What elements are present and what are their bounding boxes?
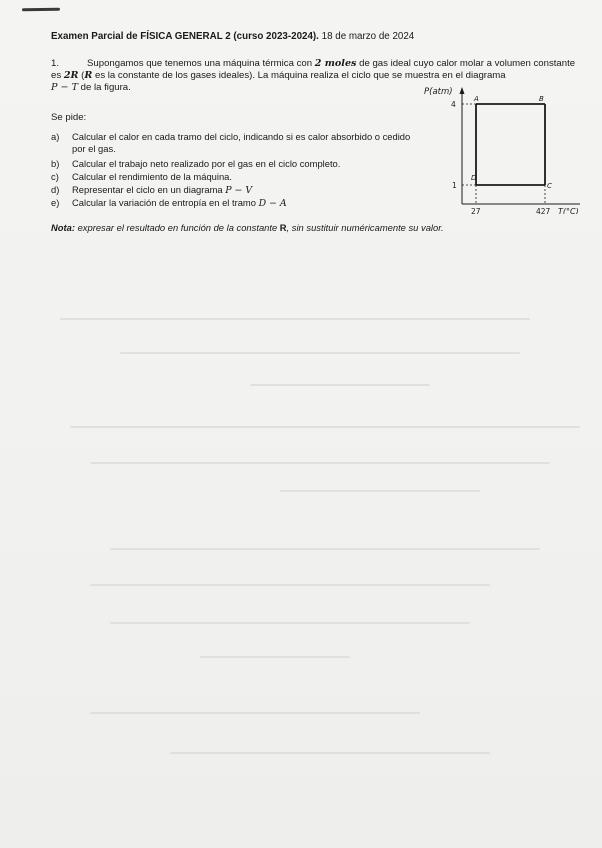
nota-line <box>51 222 444 234</box>
t-low-label: 27 <box>471 207 481 214</box>
item-label: c) <box>51 171 59 182</box>
exam-date: 18 de marzo de 2024 <box>321 31 415 42</box>
item-text: Calcular el rendimiento de la máquina. <box>72 171 232 182</box>
item-text <box>72 184 422 197</box>
problem-text: de gas ideal cuyo calor molar a volumen constante es <box>51 58 576 81</box>
item-math: D − A <box>258 198 287 209</box>
item-label: b) <box>51 158 60 169</box>
problem-number: 1. <box>51 58 60 69</box>
bleed-through-line <box>110 622 470 624</box>
se-pide-label: Se pide: <box>51 112 87 123</box>
bleed-through-line <box>90 712 420 714</box>
moles-value: 2 moles <box>314 58 357 69</box>
bleed-through-line <box>110 548 540 550</box>
item-text-part: Representar el ciclo en un diagrama <box>72 184 223 195</box>
item-text <box>72 197 422 210</box>
item-math: P − V <box>225 185 253 196</box>
nota-text: , sin sustituir numéricamente su valor. <box>286 222 444 233</box>
bleed-through-line <box>90 584 490 586</box>
nota-label: Nota: <box>51 222 75 233</box>
problem-text: es la constante de los gases ideales). La máquina realiza el ciclo que se muestra en el diagrama <box>95 70 506 81</box>
item-label: d) <box>51 184 60 195</box>
pt-symbol: P − T <box>51 82 78 93</box>
bleed-through-line <box>280 490 480 492</box>
y-axis-arrow <box>460 87 465 94</box>
item-text-part: Calcular la variación de entropía en el tramo <box>72 197 256 208</box>
point-b-label: B <box>539 95 544 103</box>
item-label: e) <box>51 197 60 208</box>
exam-title: Examen Parcial de FÍSICA GENERAL 2 (curso 2023-2024). <box>51 31 319 42</box>
bleed-through-line <box>70 426 580 428</box>
item-label: a) <box>51 131 60 142</box>
nota-text: expresar el resultado en función de la constante <box>77 222 278 233</box>
cv-value: 2R <box>63 70 79 81</box>
staple-mark <box>22 8 60 12</box>
nota-r-symbol: R <box>279 222 287 233</box>
bleed-through-line <box>120 352 520 354</box>
item-text: Calcular el trabajo neto realizado por el gas en el ciclo completo. <box>72 158 341 169</box>
problem-text: ( <box>81 70 85 81</box>
y-axis-label: P(atm) <box>424 87 453 97</box>
bleed-through-line <box>200 656 350 658</box>
t-high-label: 427 <box>536 207 551 214</box>
point-a-label: A <box>474 95 479 103</box>
problem-text: de la figura. <box>80 82 131 93</box>
bleed-through-line <box>170 752 490 754</box>
item-text: Calcular el calor en cada tramo del ciclo, indicando si es calor absorbido o cedido por el gas. <box>72 131 411 154</box>
pt-diagram <box>420 84 590 214</box>
bleed-through-line <box>90 462 550 464</box>
bleed-through-line <box>250 384 430 386</box>
r-symbol: R <box>84 70 93 81</box>
exam-header <box>51 31 414 43</box>
bleed-through-line <box>60 318 530 320</box>
point-d-label: D <box>471 174 477 182</box>
problem-text: Supongamos que tenemos una máquina térmica con <box>87 58 313 69</box>
point-c-label: C <box>547 182 552 190</box>
x-axis-label: T(°C) <box>558 207 579 214</box>
p-low-label: 1 <box>452 181 457 190</box>
p-high-label: 4 <box>451 100 456 109</box>
